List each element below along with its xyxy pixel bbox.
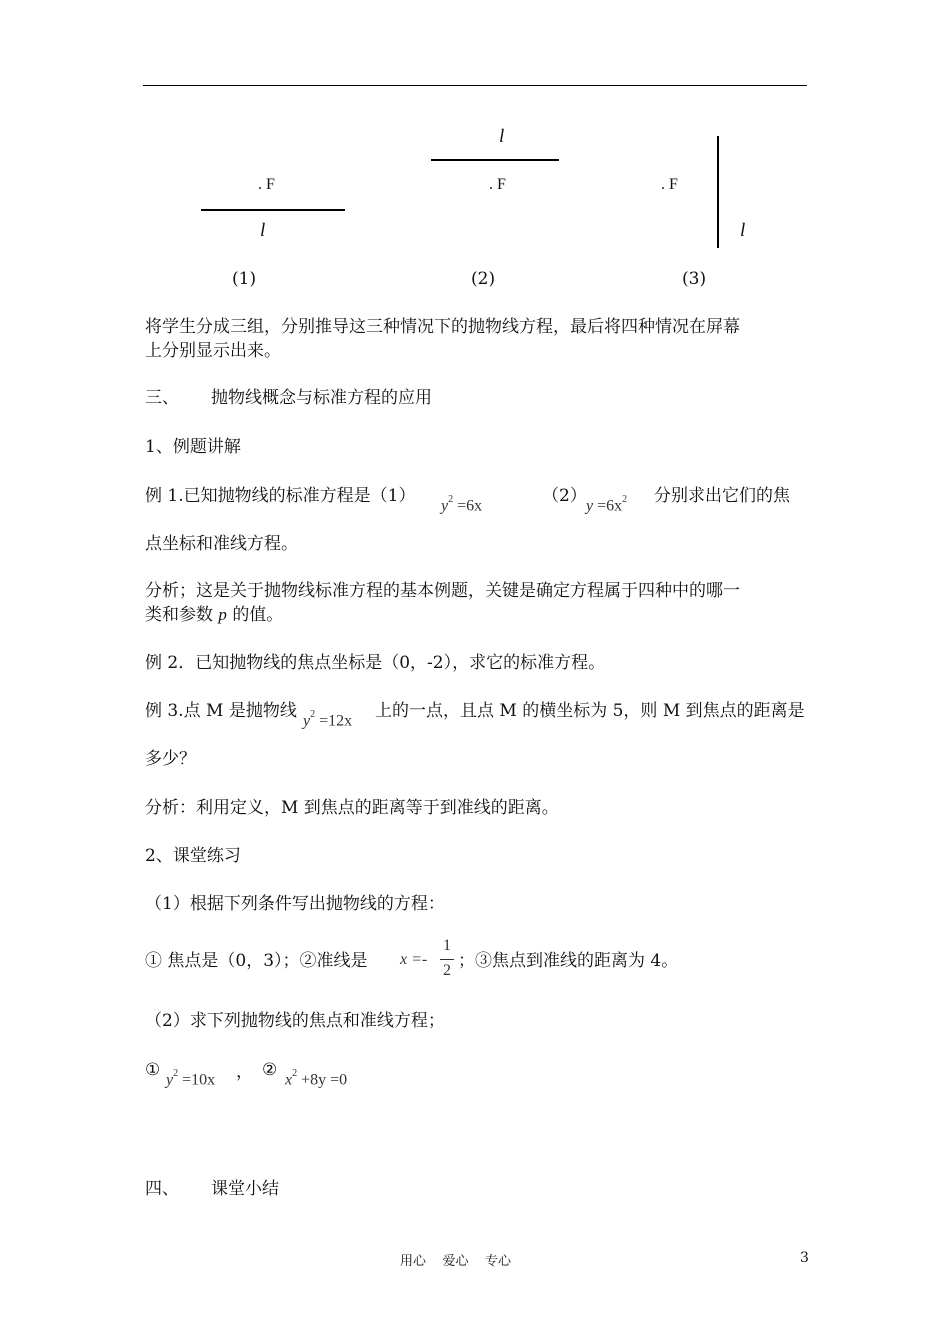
practice-1-fraction-numerator: 1: [443, 937, 451, 954]
figure-3-caption: (3): [682, 269, 707, 289]
example-1-prefix: 例 1.已知抛物线的标准方程是（1）: [145, 486, 416, 506]
groups-paragraph-line-1: 将学生分成三组，分别推导这三种情况下的抛物线方程，最后将四种情况在屏幕: [145, 317, 740, 337]
example-1-line-2: 点坐标和准线方程。: [145, 534, 298, 554]
practice-1-part-a: ① 焦点是（0，3）；②准线是: [145, 951, 368, 971]
practice-1-title: （1）根据下列条件写出抛物线的方程：: [145, 894, 445, 914]
figure-2-directrix: [431, 159, 559, 161]
figure-1-focus: . F: [258, 176, 275, 193]
example-1-part-2: （2）: [542, 486, 587, 506]
example-3-line-2: 多少？: [145, 749, 196, 769]
practice-2-circle-2: ②: [262, 1060, 278, 1080]
figure-1-caption: (1): [232, 269, 257, 289]
practice-2-title: （2）求下列抛物线的焦点和准线方程；: [145, 1011, 445, 1031]
figure-2-focus: . F: [489, 176, 506, 193]
analysis-3: 分析：利用定义，M 到焦点的距离等于到准线的距离。: [145, 798, 559, 818]
figure-3-directrix: [717, 136, 719, 248]
practice-1-fraction-denominator: 2: [443, 962, 451, 979]
practice-2-comma: ，: [236, 1062, 253, 1082]
section-3-number: 三、: [145, 388, 179, 408]
example-3-suffix: 上的一点，且点 M 的横坐标为 5，则 M 到焦点的距离是: [375, 701, 805, 721]
example-2: 例 2．已知抛物线的焦点坐标是（0，-2），求它的标准方程。: [145, 653, 606, 673]
header-rule: [143, 85, 807, 86]
analysis-1-line-1: 分析；这是关于抛物线标准方程的基本例题，关键是确定方程属于四种中的哪一: [145, 581, 740, 601]
figure-2-line-label: l: [499, 126, 505, 147]
practice-1-fraction-bar: [440, 959, 454, 960]
example-1-suffix: 分别求出它们的焦: [654, 486, 790, 506]
practice-1-equation-lhs: x =-: [400, 951, 428, 968]
section-3-title: 抛物线概念与标准方程的应用: [211, 388, 432, 408]
practice-2-equation-1: $y^2 =10x$: [166, 1068, 216, 1089]
footer-motto: 用心 爱心 专心: [400, 1254, 512, 1269]
example-1-equation-1: $y^2 =6x$: [441, 494, 483, 515]
figure-1-line-label: l: [260, 220, 266, 241]
figure-3-focus: . F: [661, 176, 678, 193]
figure-3-line-label: l: [740, 220, 746, 241]
groups-paragraph-line-2: 上分别显示出来。: [145, 341, 281, 361]
practice-1-part-b: ；③焦点到准线的距离为 4。: [458, 951, 679, 971]
example-3-equation: $y^2 =12x$: [303, 709, 353, 730]
practice-2-equation-2: $x^2 +8y =0$: [285, 1068, 348, 1089]
example-1-equation-2: $y =6x^2$: [586, 494, 628, 515]
section-4-title: 课堂小结: [211, 1179, 279, 1199]
figure-2-caption: (2): [471, 269, 496, 289]
figure-1-directrix: [201, 209, 345, 211]
section-4-number: 四、: [145, 1179, 179, 1199]
subsection-2-title: 2、课堂练习: [145, 846, 241, 866]
analysis-1-line-2: 类和参数 p 的值。: [145, 605, 284, 625]
example-3-prefix: 例 3.点 M 是抛物线: [145, 701, 297, 721]
practice-2-circle-1: ①: [145, 1060, 161, 1080]
subsection-1-title: 1、例题讲解: [145, 437, 241, 457]
page-number: 3: [800, 1250, 809, 1266]
